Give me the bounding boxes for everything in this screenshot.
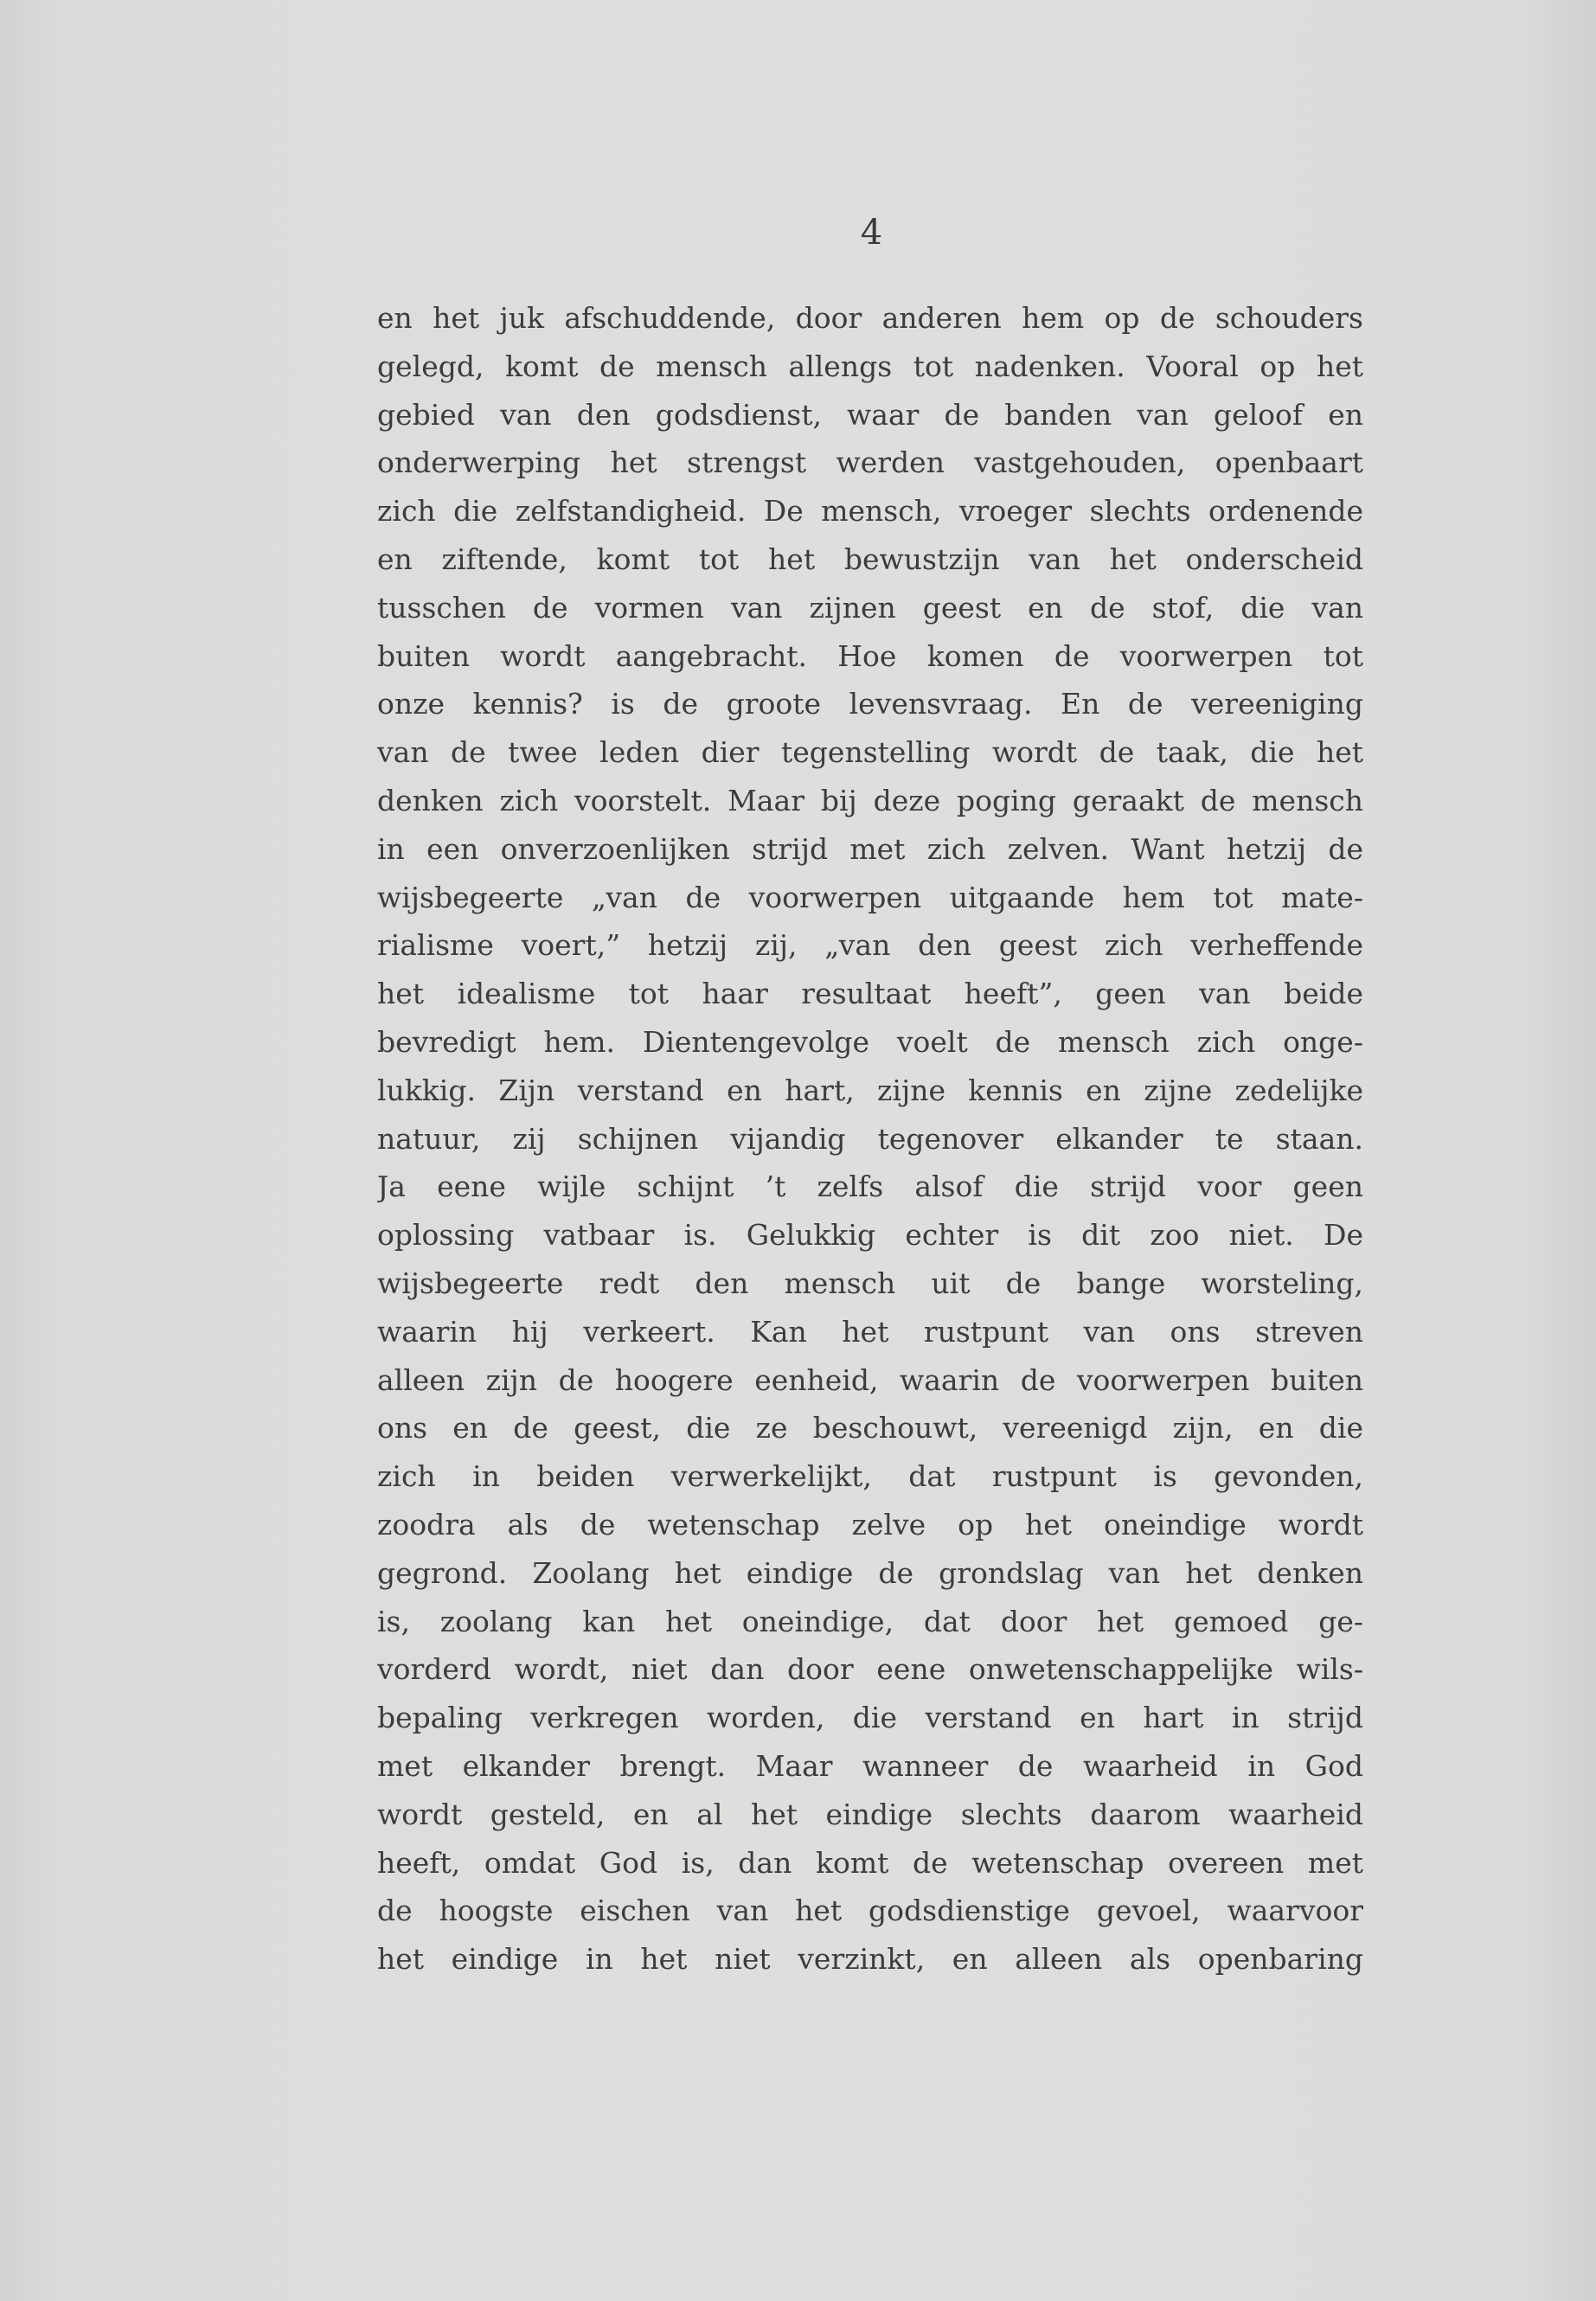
text-line: bevredigt hem. Dientengevolge voelt de mensch zich onge-	[377, 1024, 1363, 1059]
text-line: en het juk afschuddende, door anderen hem op de schouders	[377, 301, 1363, 335]
text-line: alleen zijn de hoogere eenheid, waarin de voorwerpen buiten	[377, 1362, 1363, 1397]
text-line: het idealisme tot haar resultaat heeft”, geen van beide	[377, 977, 1363, 1011]
text-line: en ziftende, komt tot het bewustzijn van het onderscheid	[377, 542, 1363, 576]
text-line: gebied van den godsdienst, waar de banden van geloof en	[377, 397, 1363, 432]
text-line: met elkander brengt. Maar wanneer de waarheid in God	[377, 1748, 1363, 1783]
text-line: gegrond. Zoolang het eindige de grondslag van het denken	[377, 1555, 1363, 1590]
text-line: gelegd, komt de mensch allengs tot nadenken. Vooral op het	[377, 349, 1363, 383]
text-line: ons en de geest, die ze beschouwt, vereenigd zijn, en die	[377, 1411, 1363, 1445]
page-number: 4	[860, 213, 883, 253]
text-line: Ja eene wijle schijnt ’t zelfs alsof die strijd voor geen	[377, 1170, 1363, 1204]
text-line: onze kennis? is de groote levensvraag. En de vereeniging	[377, 687, 1363, 721]
text-line: wijsbegeerte „van de voorwerpen uitgaande hem tot mate-	[377, 880, 1363, 914]
text-line: de hoogste eischen van het godsdienstige gevoel, waarvoor	[377, 1894, 1363, 1928]
text-line: wijsbegeerte redt den mensch uit de bange worsteling,	[377, 1266, 1363, 1300]
text-line: bepaling verkregen worden, die verstand en hart in strijd	[377, 1701, 1363, 1735]
text-line: van de twee leden dier tegenstelling wordt de taak, die het	[377, 735, 1363, 770]
text-line: zoodra als de wetenschap zelve op het oneindige wordt	[377, 1507, 1363, 1541]
text-line: onderwerping het strengst werden vastgehouden, openbaart	[377, 445, 1363, 480]
text-line: is, zoolang kan het oneindige, dat door het gemoed ge-	[377, 1604, 1363, 1638]
text-line: wordt gesteld, en al het eindige slechts daarom waarheid	[377, 1797, 1363, 1831]
text-line: vorderd wordt, niet dan door eene onwetenschappelijke wils-	[377, 1652, 1363, 1687]
text-line: natuur, zij schijnen vijandig tegenover elkander te staan.	[377, 1121, 1363, 1156]
text-line: waarin hij verkeert. Kan het rustpunt van ons streven	[377, 1314, 1363, 1349]
text-line: in een onverzoenlijken strijd met zich zelven. Want hetzij de	[377, 831, 1363, 866]
body-text	[377, 294, 1363, 1984]
text-line: zich in beiden verwerkelijkt, dat rustpunt is gevonden,	[377, 1459, 1363, 1494]
text-line: tusschen de vormen van zijnen geest en de stof, die van	[377, 590, 1363, 625]
text-line: het eindige in het niet verzinkt, en alleen als openbaring	[377, 1942, 1363, 1977]
text-line: rialisme voert,” hetzij zij, „van den geest zich verheffende	[377, 928, 1363, 963]
text-line: buiten wordt aangebracht. Hoe komen de voorwerpen tot	[377, 638, 1363, 673]
text-line: denken zich voorstelt. Maar bij deze poging geraakt de mensch	[377, 783, 1363, 817]
text-line: lukkig. Zijn verstand en hart, zijne kennis en zijne zedelijke	[377, 1073, 1363, 1107]
text-line: oplossing vatbaar is. Gelukkig echter is dit zoo niet. De	[377, 1218, 1363, 1253]
text-line: heeft, omdat God is, dan komt de wetenschap overeen met	[377, 1845, 1363, 1880]
text-line: zich die zelfstandigheid. De mensch, vroeger slechts ordenende	[377, 494, 1363, 529]
